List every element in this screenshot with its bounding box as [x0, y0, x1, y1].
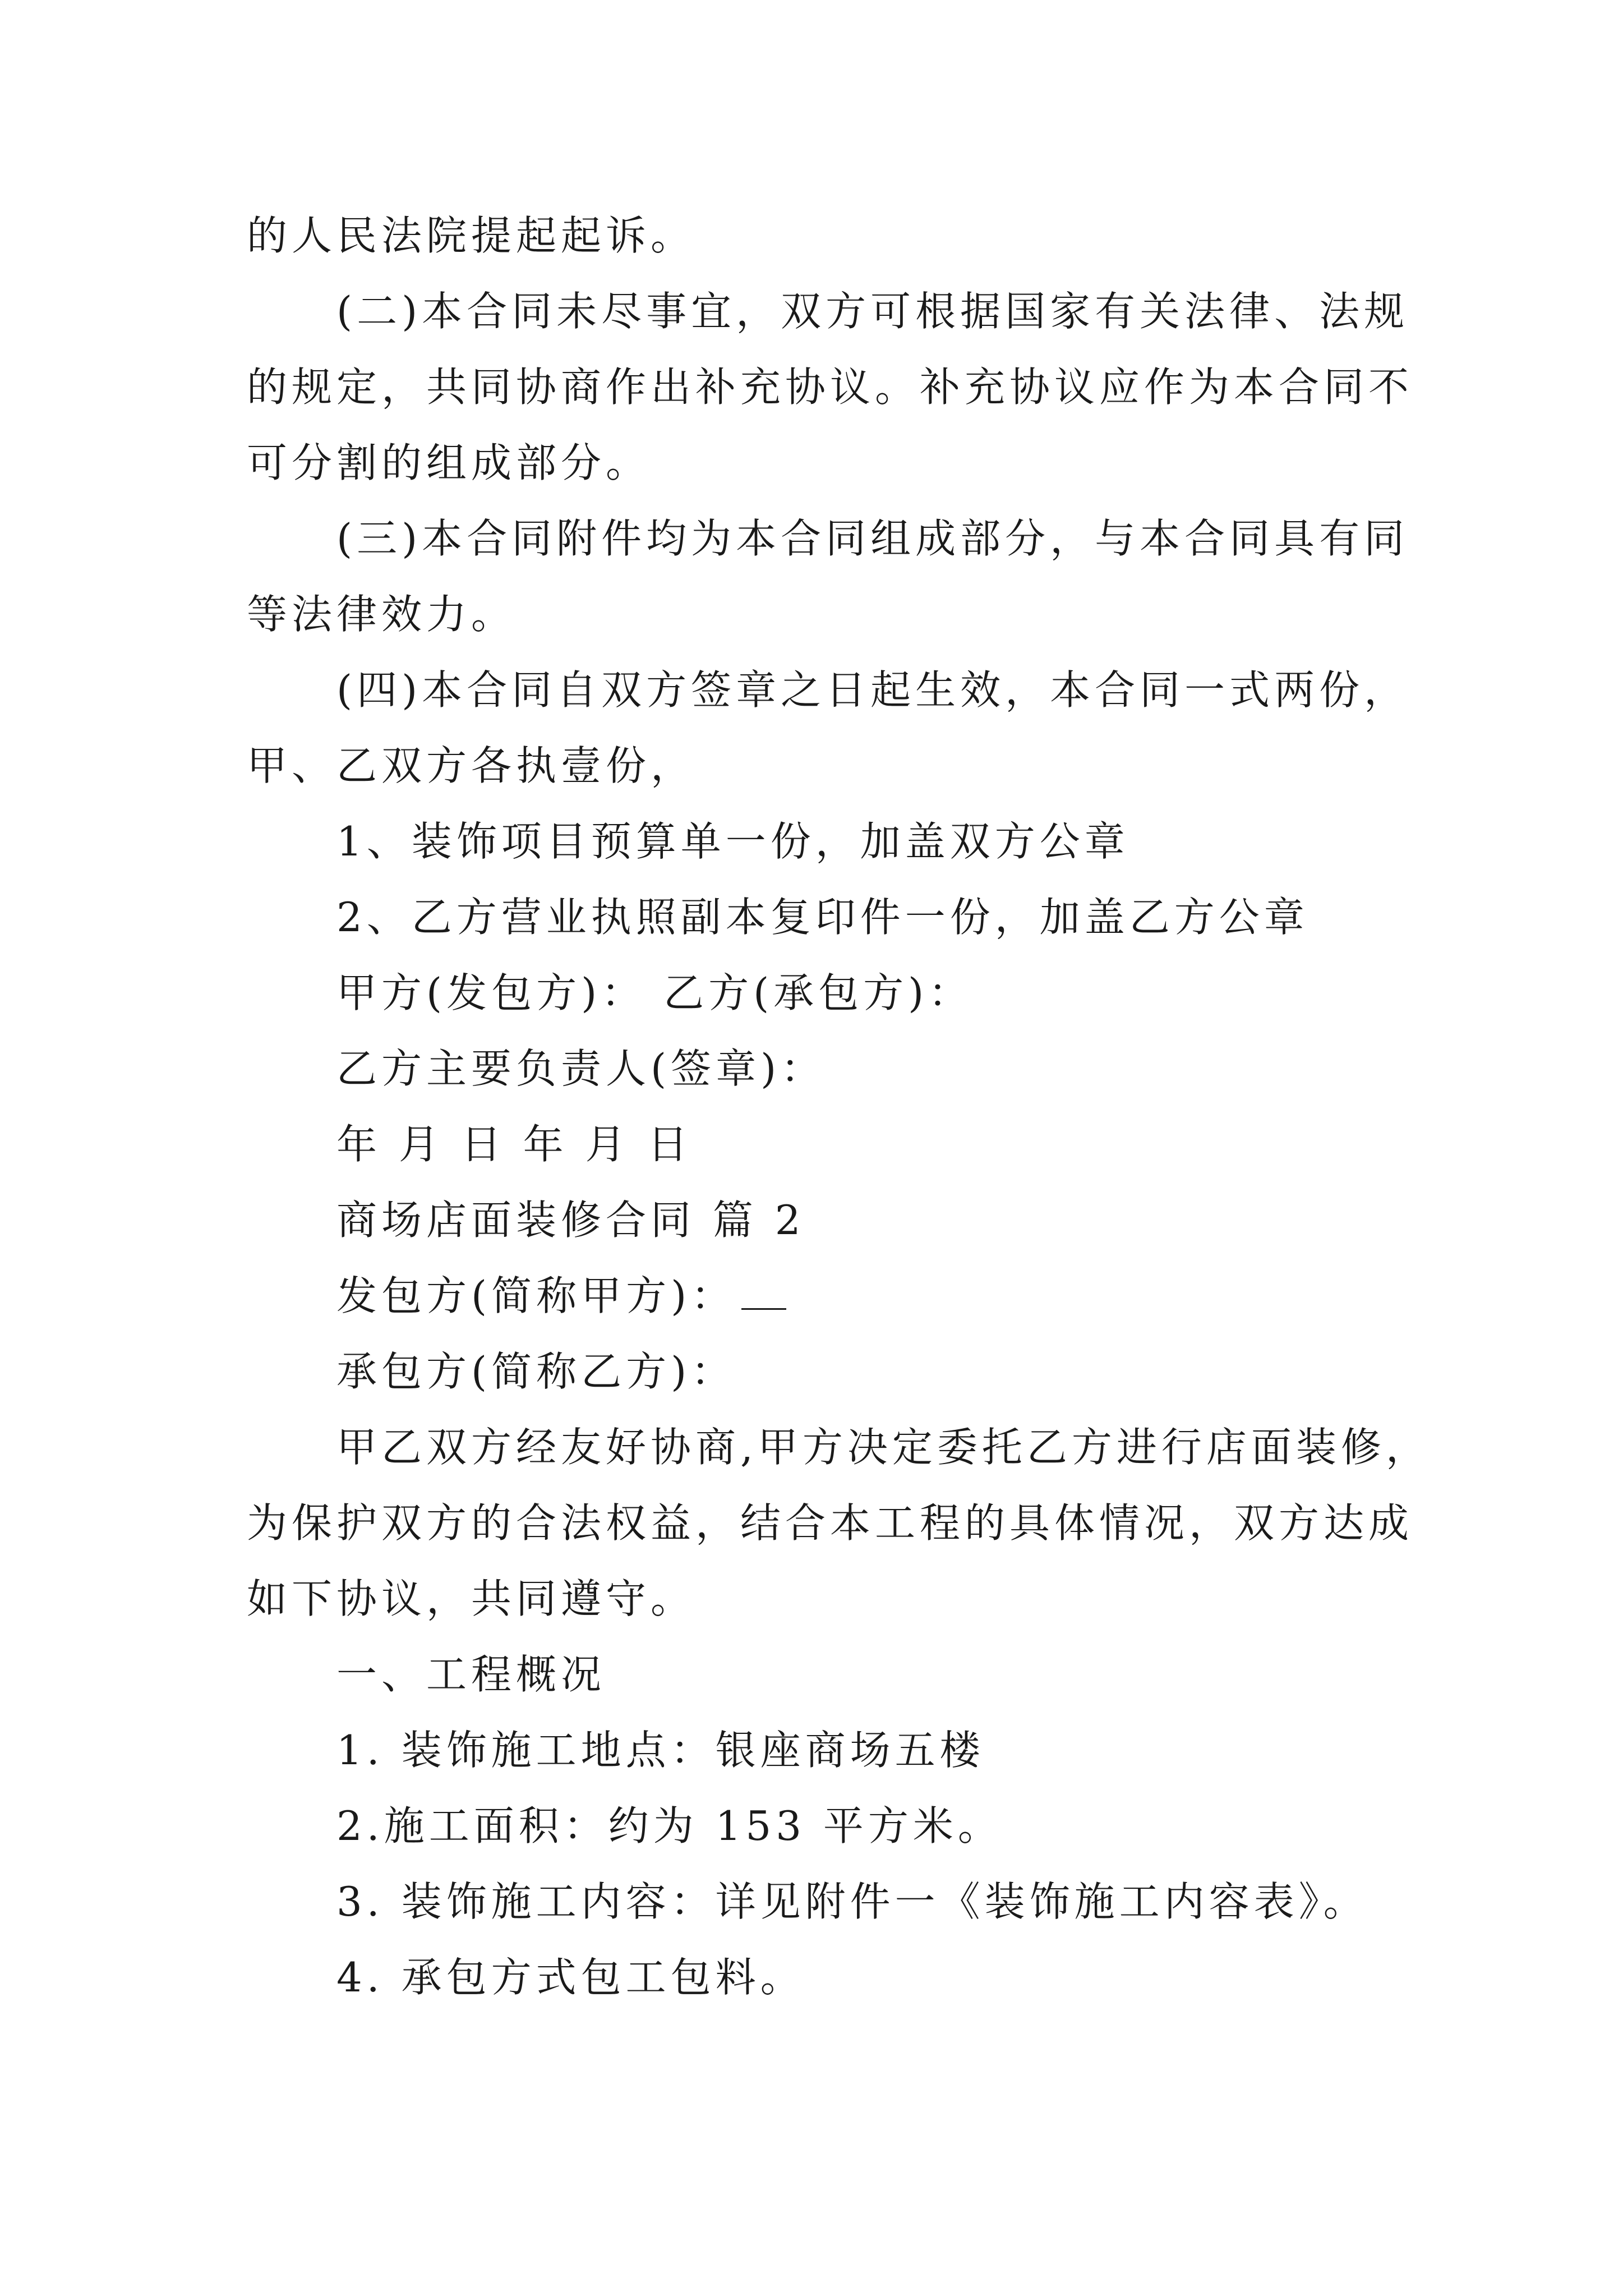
- text-line: 的人民法院提起起诉。: [247, 212, 696, 259]
- text-line: 4. 承包方式包工包料。: [336, 1954, 805, 2001]
- text-line: 1. 装饰施工地点：银座商场五楼: [336, 1727, 985, 1774]
- text-line: (三)本合同附件均为本合同组成部分，与本合同具有同: [336, 515, 1409, 562]
- section-heading: 一、工程概况: [336, 1651, 606, 1698]
- text-line: 等法律效力。: [247, 591, 517, 638]
- text-line-label: 发包方(简称甲方)：: [336, 1272, 736, 1319]
- text-line: [336, 1268, 786, 1324]
- text-line: 可分割的组成部分。: [247, 439, 651, 486]
- text-line: 甲乙双方经友好协商,甲方决定委托乙方进行店面装修，: [336, 1424, 1431, 1471]
- text-line: 2、乙方营业执照副本复印件一份，加盖乙方公章: [336, 894, 1309, 941]
- text-line: 2.施工面积：约为 153 平方米。: [336, 1802, 1003, 1849]
- text-line: 甲、乙双方各执壹份，: [247, 742, 696, 789]
- text-line: 乙方主要负责人(签章)：: [336, 1045, 826, 1092]
- text-line: (二)本合同未尽事宜，双方可根据国家有关法律、法规: [336, 288, 1409, 335]
- fill-in-blank: [741, 1269, 786, 1310]
- text-line: 为保护双方的合法权益，结合本工程的具体情况，双方达成: [247, 1499, 1414, 1547]
- text-line: 1、装饰项目预算单一份，加盖双方公章: [336, 818, 1129, 865]
- text-line: (四)本合同自双方签章之日起生效，本合同一式两份，: [336, 666, 1409, 714]
- text-line: 的规定，共同协商作出补充协议。补充协议应作为本合同不: [247, 364, 1414, 411]
- text-line: 如下协议，共同遵守。: [247, 1575, 696, 1622]
- section-heading: 商场店面装修合同 篇 2: [336, 1197, 805, 1244]
- text-line: 承包方(简称乙方)：: [336, 1348, 736, 1395]
- text-line: 3. 装饰施工内容：详见附件一《装饰施工内容表》。: [336, 1878, 1368, 1925]
- text-line: 甲方(发包方)： 乙方(承包方)：: [336, 969, 974, 1016]
- text-line: 年 月 日 年 月 日: [336, 1121, 693, 1168]
